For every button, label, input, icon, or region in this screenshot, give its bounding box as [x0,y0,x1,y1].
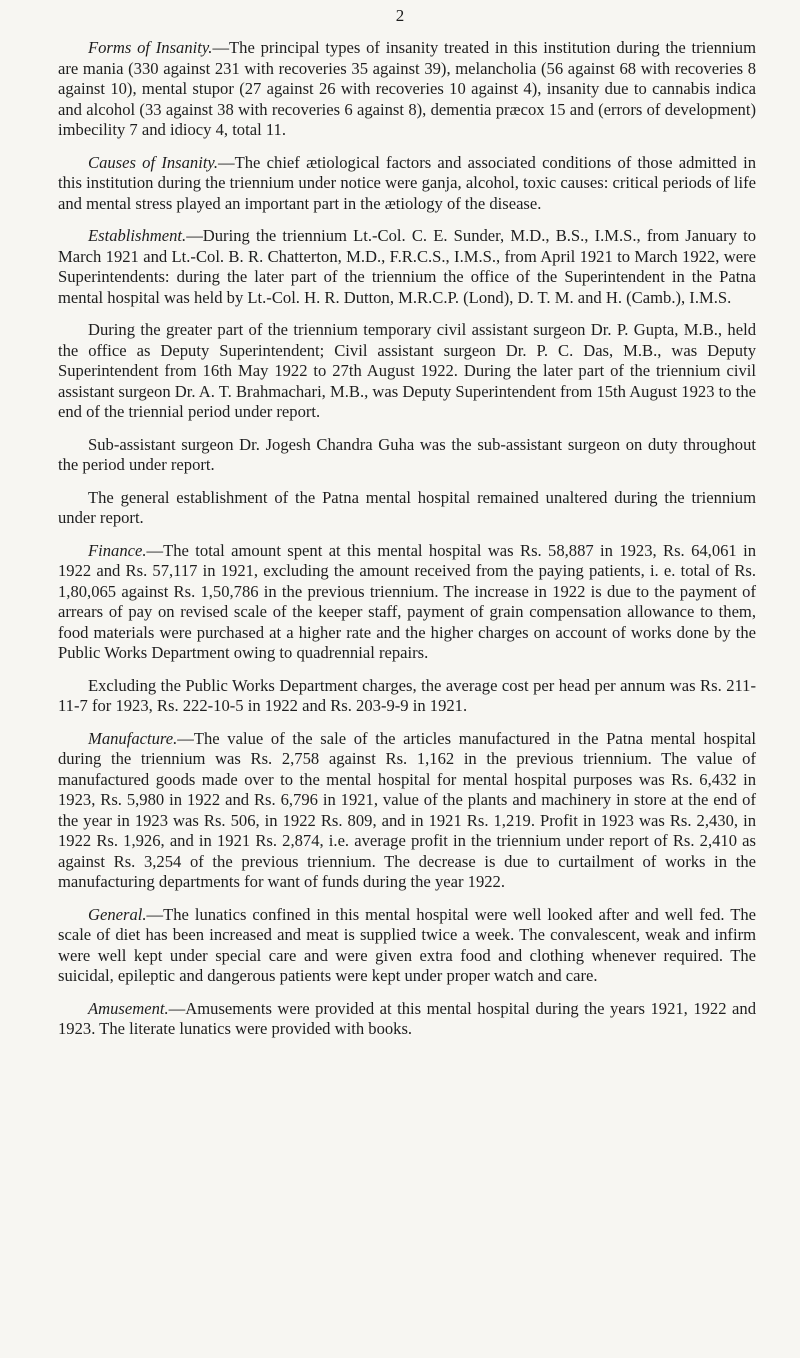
paragraph-text: Excluding the Public Works Department charges, the average cost per head per annum was Rs. 211-11-7 for 1923, Rs. 222-10-5 in 1922 and Rs. 203-9-9 in 1921. [58,675,756,715]
paragraph-general-establishment [58,488,756,529]
paragraph-text: The general establishment of the Patna mental hospital remained unaltered during the triennium under report. [58,487,756,527]
section-heading: Forms of Insanity. [88,38,213,57]
paragraph-general [58,905,756,987]
document-body [58,38,756,1052]
paragraph-text: —During the triennium Lt.-Col. C. E. Sunder, M.D., B.S., I.M.S., from January to March 1921 and Lt.-Col. B. R. Chatterton, M.D., F.R.C.S., I.M.S., from April 1921 to March 1922, were Superintendents: during the later part of the triennium the office of the Superintendent in the Patna mental hospital was held by Lt.-Col. H. R. Dutton, M.R.C.P. (Lond), D. T. M. and H. (Camb.), I.M.S. [58,226,756,307]
paragraph-forms-of-insanity [58,38,756,141]
paragraph-establishment [58,226,756,308]
paragraph-text: During the greater part of the triennium temporary civil assistant surgeon Dr. P. Gupta, M.B., held the office as Deputy Superintendent; Civil assistant surgeon Dr. P. C. Das, M.B., was Deputy Superintendent from 16th May 1922 to 27th August 1922. During the later part of the triennium civil assistant surgeon Dr. A. T. Brahmachari, M.B., was Deputy Superintendent from 15th August 1923 to the end of the triennial period under report. [58,320,756,421]
paragraph-average-cost [58,676,756,717]
paragraph-text: —The total amount spent at this mental hospital was Rs. 58,887 in 1923, Rs. 64,061 in 1922 and Rs. 57,117 in 1921, excluding the amount received from the paying patients, i. e. total of Rs. 1,80,065 against Rs. 1,50,786 in the previous triennium. The increase in 1922 is due to the payment of arrears of pay on revised scale of the keeper staff, payment of grain compensation allowance to them, food materials were purchased at a higher rate and the higher charges on account of works done by the Public Works Department owing to quadrennial repairs. [58,540,756,662]
paragraph-sub-assistant-surgeon [58,435,756,476]
paragraph-text: —The principal types of insanity treated in this institution during the triennium are mania (330 against 231 with recoveries 35 against 39), melancholia (56 against 68 with recoveries 8 against 10), mental stupor (27 against 26 with recoveries 10 against 4), insanity due to cannabis indica and alcohol (33 against 38 with recoveries 6 against 8), dementia præcox 15 and (errors of development) imbecility 7 and idiocy 4, total 11. [58,38,756,139]
section-heading: Manufacture. [88,728,178,748]
paragraph-causes-of-insanity [58,153,756,215]
paragraph-text: —The chief ætiological factors and associated conditions of those admitted in this institution during the triennium under notice were ganja, alcohol, toxic causes: critical periods of life and mental stress played an important part in the ætiology of the disease. [58,152,756,213]
section-heading: Finance. [88,540,147,560]
page-number: 2 [395,6,405,25]
paragraph-text: —The lunatics confined in this mental hospital were well looked after and well fed. The scale of diet has been increased and meat is supplied twice a week. The convalescent, weak and infirm were well kept under special care and were given extra food and clothing whenever required. The suicidal, epileptic and dangerous patients were kept under proper watch and care. [58,904,756,985]
section-heading: Amusement. [88,998,169,1018]
paragraph-manufacture [58,729,756,893]
section-heading: Causes of Insanity. [88,152,219,172]
paragraph-text: Sub-assistant surgeon Dr. Jogesh Chandra Guha was the sub-assistant surgeon on duty throughout the period under report. [58,434,756,474]
section-heading: Establishment. [88,226,187,245]
paragraph-text: —The value of the sale of the articles manufactured in the Patna mental hospital during the triennium was Rs. 2,758 against Rs. 1,162 in the previous triennium. The value of manufactured goods made over to the mental hospital for mental hospital purposes was Rs. 6,432 in 1923, Rs. 5,980 in 1922 and Rs. 6,796 in 1921, value of the plants and machinery in store at the end of the year in 1923 was Rs. 506, in 1922 Rs. 809, and in 1921 Rs. 1,219. Profit in 1923 was Rs. 2,430, in 1922 Rs. 1,926, and in 1921 Rs. 2,874, i.e. average profit in the triennium under report of Rs. 2,410 as against Rs. 3,254 of the previous triennium. The decrease is due to curtailment of works in the manufacturing departments for want of funds during the year 1922. [58,728,756,891]
section-heading: General. [88,904,147,924]
paragraph-amusement [58,999,756,1040]
paragraph-text: —Amusements were provided at this mental hospital during the years 1921, 1922 and 1923. The literate lunatics were provided with books. [58,998,756,1038]
paragraph-deputy-superintendents [58,320,756,423]
paragraph-finance [58,541,756,664]
